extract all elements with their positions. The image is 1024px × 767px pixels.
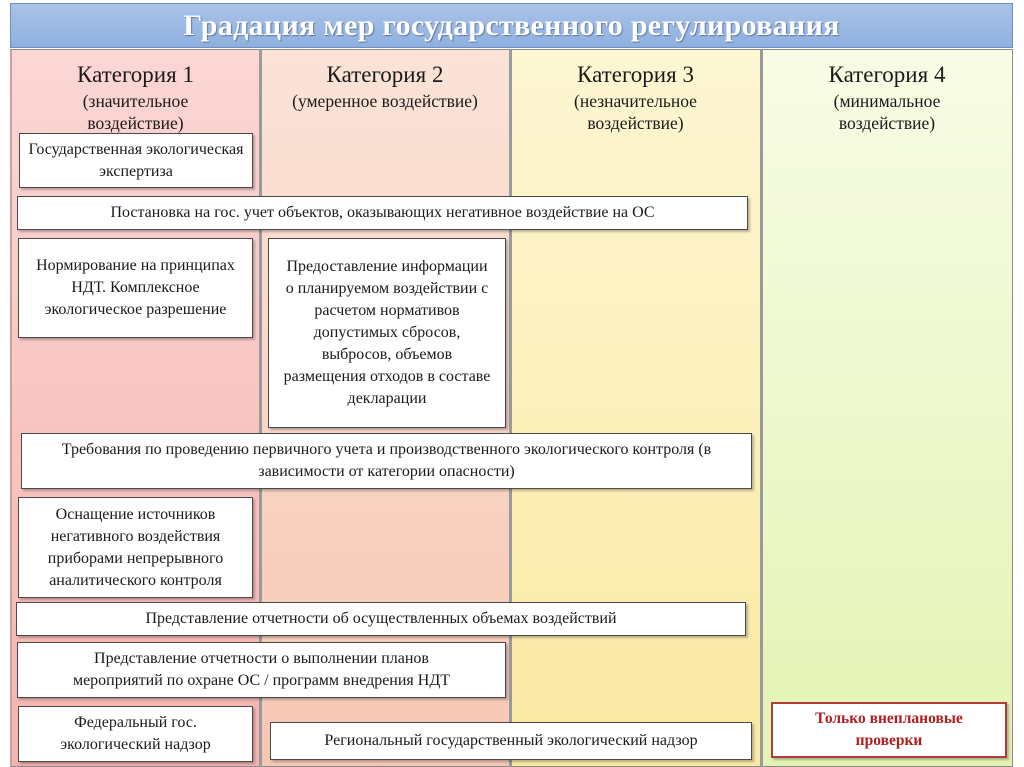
category-4-column (761, 49, 1013, 767)
category-2-header (261, 62, 509, 112)
measure-regional: Региональный государственный экологический надзор (270, 722, 752, 760)
category-4-header (762, 62, 1012, 134)
measure-ndt: Нормирование на принципах НДТ. Комплексное экологическое разрешение (18, 238, 253, 338)
category-3-desc: (незначительное воздействие) (574, 91, 697, 133)
category-4-name: Категория 4 (828, 62, 946, 87)
measure-declaration: Предоставление информации о планируемом воздействии с расчетом нормативов допустимых сбросов, выбросов, объемов размещения отходов в составе декларации (268, 238, 506, 428)
measure-expertise: Государственная экологическая экспертиза (19, 133, 253, 188)
category-3-name: Категория 3 (577, 62, 694, 87)
category-2-desc: (умеренное воздействие) (292, 91, 478, 111)
measure-control: Требования по проведению первичного учета и производственного экологического контроля (в зависимости от категории опасности) (21, 433, 752, 489)
measure-equipment: Оснащение источников негативного воздействия приборами непрерывного аналитического контроля (18, 497, 253, 598)
column-divider (760, 49, 763, 767)
title-bar (10, 3, 1013, 48)
category-4-desc: (минимальное воздействие) (833, 91, 941, 133)
category-2-name: Категория 2 (326, 62, 444, 87)
category-3-column (510, 49, 761, 767)
category-1-name: Категория 1 (77, 62, 194, 87)
column-divider (509, 49, 512, 767)
measure-registration: Постановка на гос. учет объектов, оказывающих негативное воздействие на ОС (17, 196, 748, 230)
measure-reporting: Представление отчетности об осуществленных объемах воздействий (16, 602, 746, 636)
measure-federal: Федеральный гос. экологический надзор (18, 706, 253, 762)
page-title: Градация мер государственного регулирования (183, 8, 840, 42)
measure-unplanned: Только внеплановые проверки (771, 702, 1007, 758)
category-1-header (12, 62, 259, 134)
category-1-desc: (значительное воздействие) (82, 91, 189, 133)
measure-plans: Представление отчетности о выполнении планов мероприятий по охране ОС / программ внедрения НДТ (17, 642, 506, 698)
category-3-header (511, 62, 760, 134)
